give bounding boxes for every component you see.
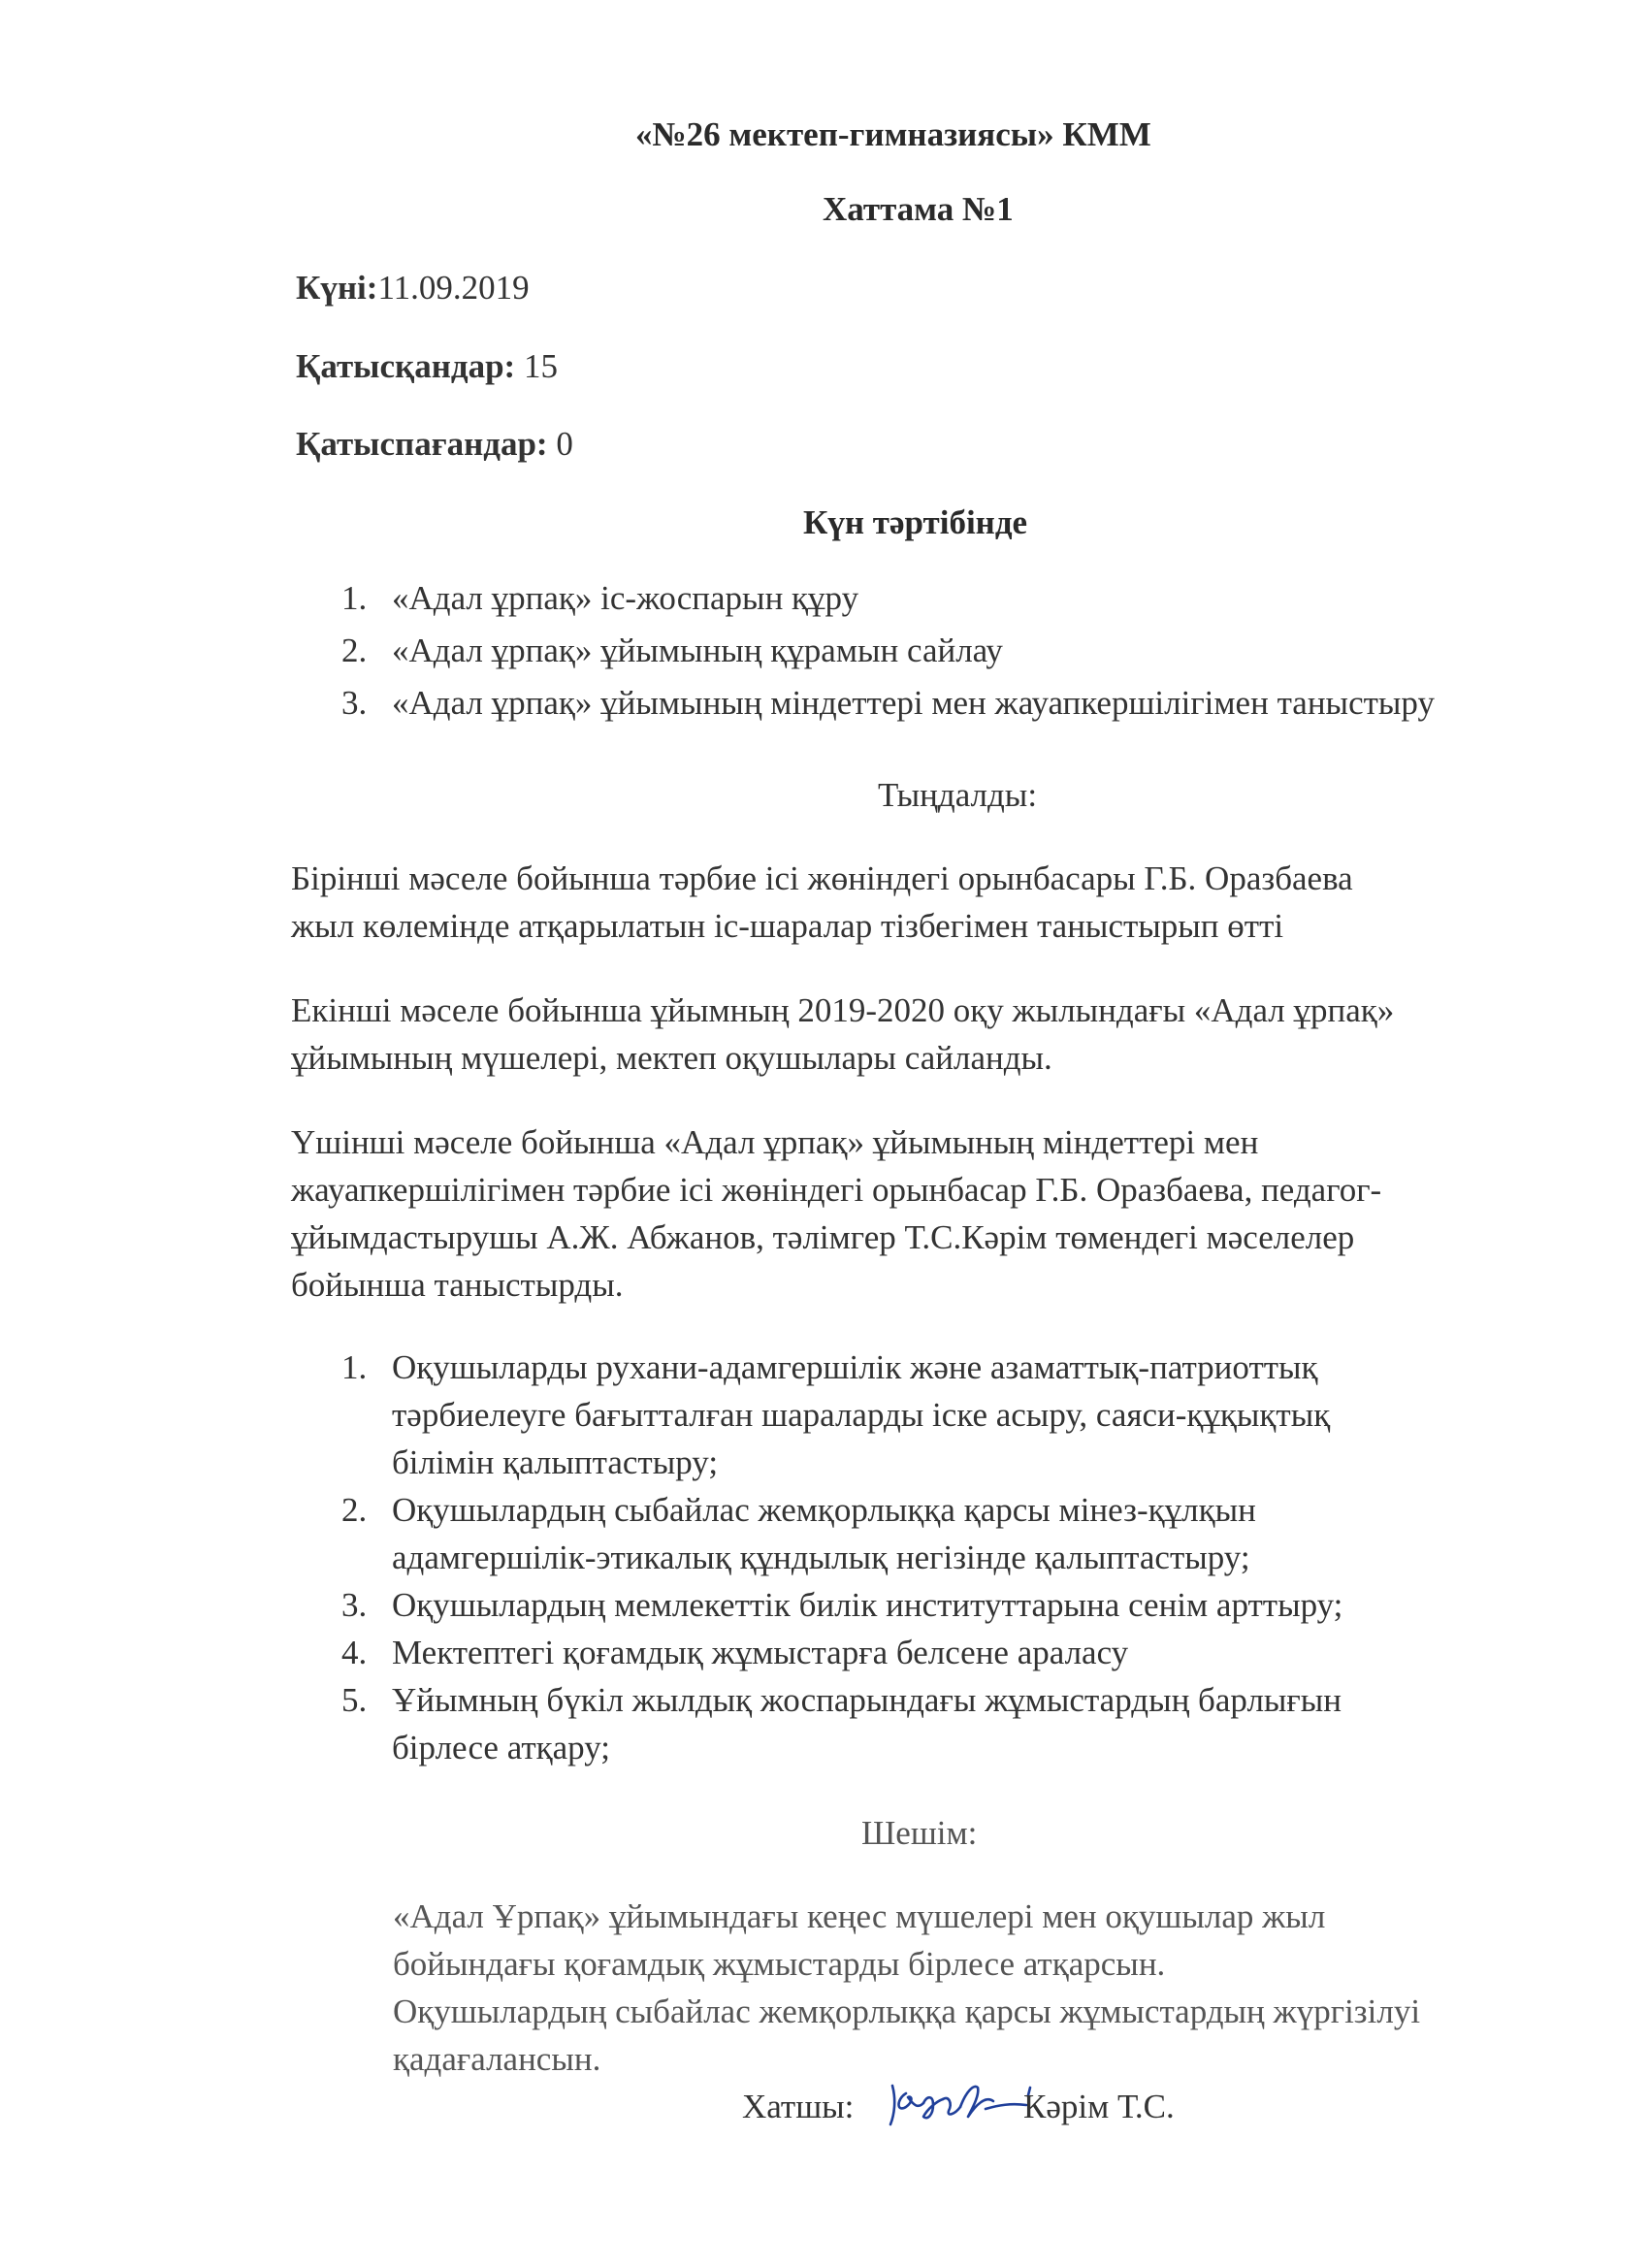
task-number: 3. — [341, 1586, 368, 1624]
paragraph-line: жауапкершілігімен тәрбие ісі жөніндегі орынбасар Г.Б. Оразбаева, педагог- — [291, 1171, 1382, 1209]
task-line: Мектептегі қоғамдық жұмыстарға белсене араласу — [392, 1634, 1129, 1671]
agenda-item-number: 2. — [341, 632, 368, 669]
task-item — [341, 1581, 1342, 1629]
paragraph-line: жыл көлемінде атқарылатын іс-шаралар тізбегімен таныстырып өтті — [291, 907, 1284, 945]
decision-title: Шешім: — [861, 1814, 978, 1852]
present-value: 15 — [523, 347, 558, 385]
present-label: Қатысқандар: — [296, 347, 516, 385]
handwritten-signature — [885, 2066, 1040, 2134]
task-line: тәрбиелеуге бағытталған шараларды іске асыру, саяси-құқықтық — [392, 1396, 1331, 1434]
task-item — [341, 1486, 1342, 1581]
absent-label: Қатыспағандар: — [296, 425, 548, 463]
paragraph-line: Үшінші мәселе бойынша «Адал ұрпақ» ұйымының міндеттері мен — [291, 1123, 1259, 1161]
date-label: Күні: — [296, 269, 378, 307]
paragraph-line: ұйымының мүшелері, мектеп оқушылары сайланды. — [291, 1039, 1052, 1077]
absent-value: 0 — [556, 425, 573, 463]
decision-line: қадағалансын. — [393, 2040, 601, 2078]
task-line: бірлесе атқару; — [392, 1729, 610, 1766]
agenda-item-text: «Адал ұрпақ» ұйымының міндеттері мен жауапкершілігімен таныстыру — [392, 684, 1435, 722]
task-item — [341, 1676, 1342, 1771]
task-number: 2. — [341, 1491, 368, 1529]
heard-paragraph-3 — [291, 1118, 1381, 1309]
agenda-title: Күн тәртібінде — [803, 503, 1028, 541]
paragraph-line: ұйымдастырушы А.Ж. Абжанов, тәлімгер Т.С.Кәрім төмендегі мәселелер — [291, 1218, 1355, 1256]
secretary-label: Хатшы: — [742, 2088, 855, 2125]
decision-line: Оқушылардың сыбайлас жемқорлыққа қарсы жұмыстардың жүргізілуі — [393, 1993, 1421, 2030]
task-number: 4. — [341, 1634, 368, 1671]
task-number: 1. — [341, 1348, 368, 1386]
heard-paragraph-2 — [291, 987, 1394, 1082]
task-line: адамгершілік-этикалық құндылық негізінде қалыптастыру; — [392, 1539, 1250, 1576]
tasks-list — [341, 1344, 1342, 1771]
task-line: білімін қалыптастыру; — [392, 1443, 719, 1481]
decision-line: «Адал Ұрпақ» ұйымындағы кеңес мүшелері мен оқушылар жыл — [393, 1897, 1326, 1935]
agenda-item-number: 1. — [341, 579, 368, 617]
paragraph-line: Бірінші мәселе бойынша тәрбие ісі жөніндегі орынбасары Г.Б. Оразбаева — [291, 859, 1353, 897]
date-row — [296, 269, 530, 308]
agenda-item-text: «Адал ұрпақ» ұйымының құрамын сайлау — [392, 632, 1003, 669]
document-title: Хаттама №1 — [823, 190, 1014, 228]
heard-paragraph-1 — [291, 855, 1353, 950]
task-item — [341, 1344, 1342, 1486]
absent-row — [296, 425, 573, 464]
paragraph-line: бойынша таныстырды. — [291, 1266, 624, 1304]
secretary-name: Кәрім Т.С. — [1023, 2088, 1175, 2125]
task-number: 5. — [341, 1681, 368, 1719]
task-line: Оқушылардың мемлекеттік билік институттарына сенім арттыру; — [392, 1586, 1343, 1624]
decision-text — [393, 1893, 1420, 2083]
organization-title: «№26 мектеп-гимназиясы» КММ — [635, 115, 1151, 153]
date-value: 11.09.2019 — [377, 269, 530, 307]
paragraph-line: Екінші мәселе бойынша ұйымның 2019-2020 оқу жылындағы «Адал ұрпақ» — [291, 991, 1395, 1029]
agenda-item-number: 3. — [341, 684, 368, 722]
task-line: Оқушылардың сыбайлас жемқорлыққа қарсы мінез-құлқын — [392, 1491, 1256, 1529]
agenda-item-text: «Адал ұрпақ» іс-жоспарын құру — [392, 579, 859, 617]
task-line: Ұйымның бүкіл жылдық жоспарындағы жұмыстардың барлығын — [392, 1681, 1342, 1719]
heard-title: Тыңдалды: — [878, 776, 1038, 814]
task-item — [341, 1629, 1342, 1676]
decision-line: бойындағы қоғамдық жұмыстарды бірлесе атқарсын. — [393, 1945, 1166, 1983]
task-line: Оқушыларды рухани-адамгершілік және азаматтық-патриоттық — [392, 1348, 1318, 1386]
present-row — [296, 347, 558, 386]
